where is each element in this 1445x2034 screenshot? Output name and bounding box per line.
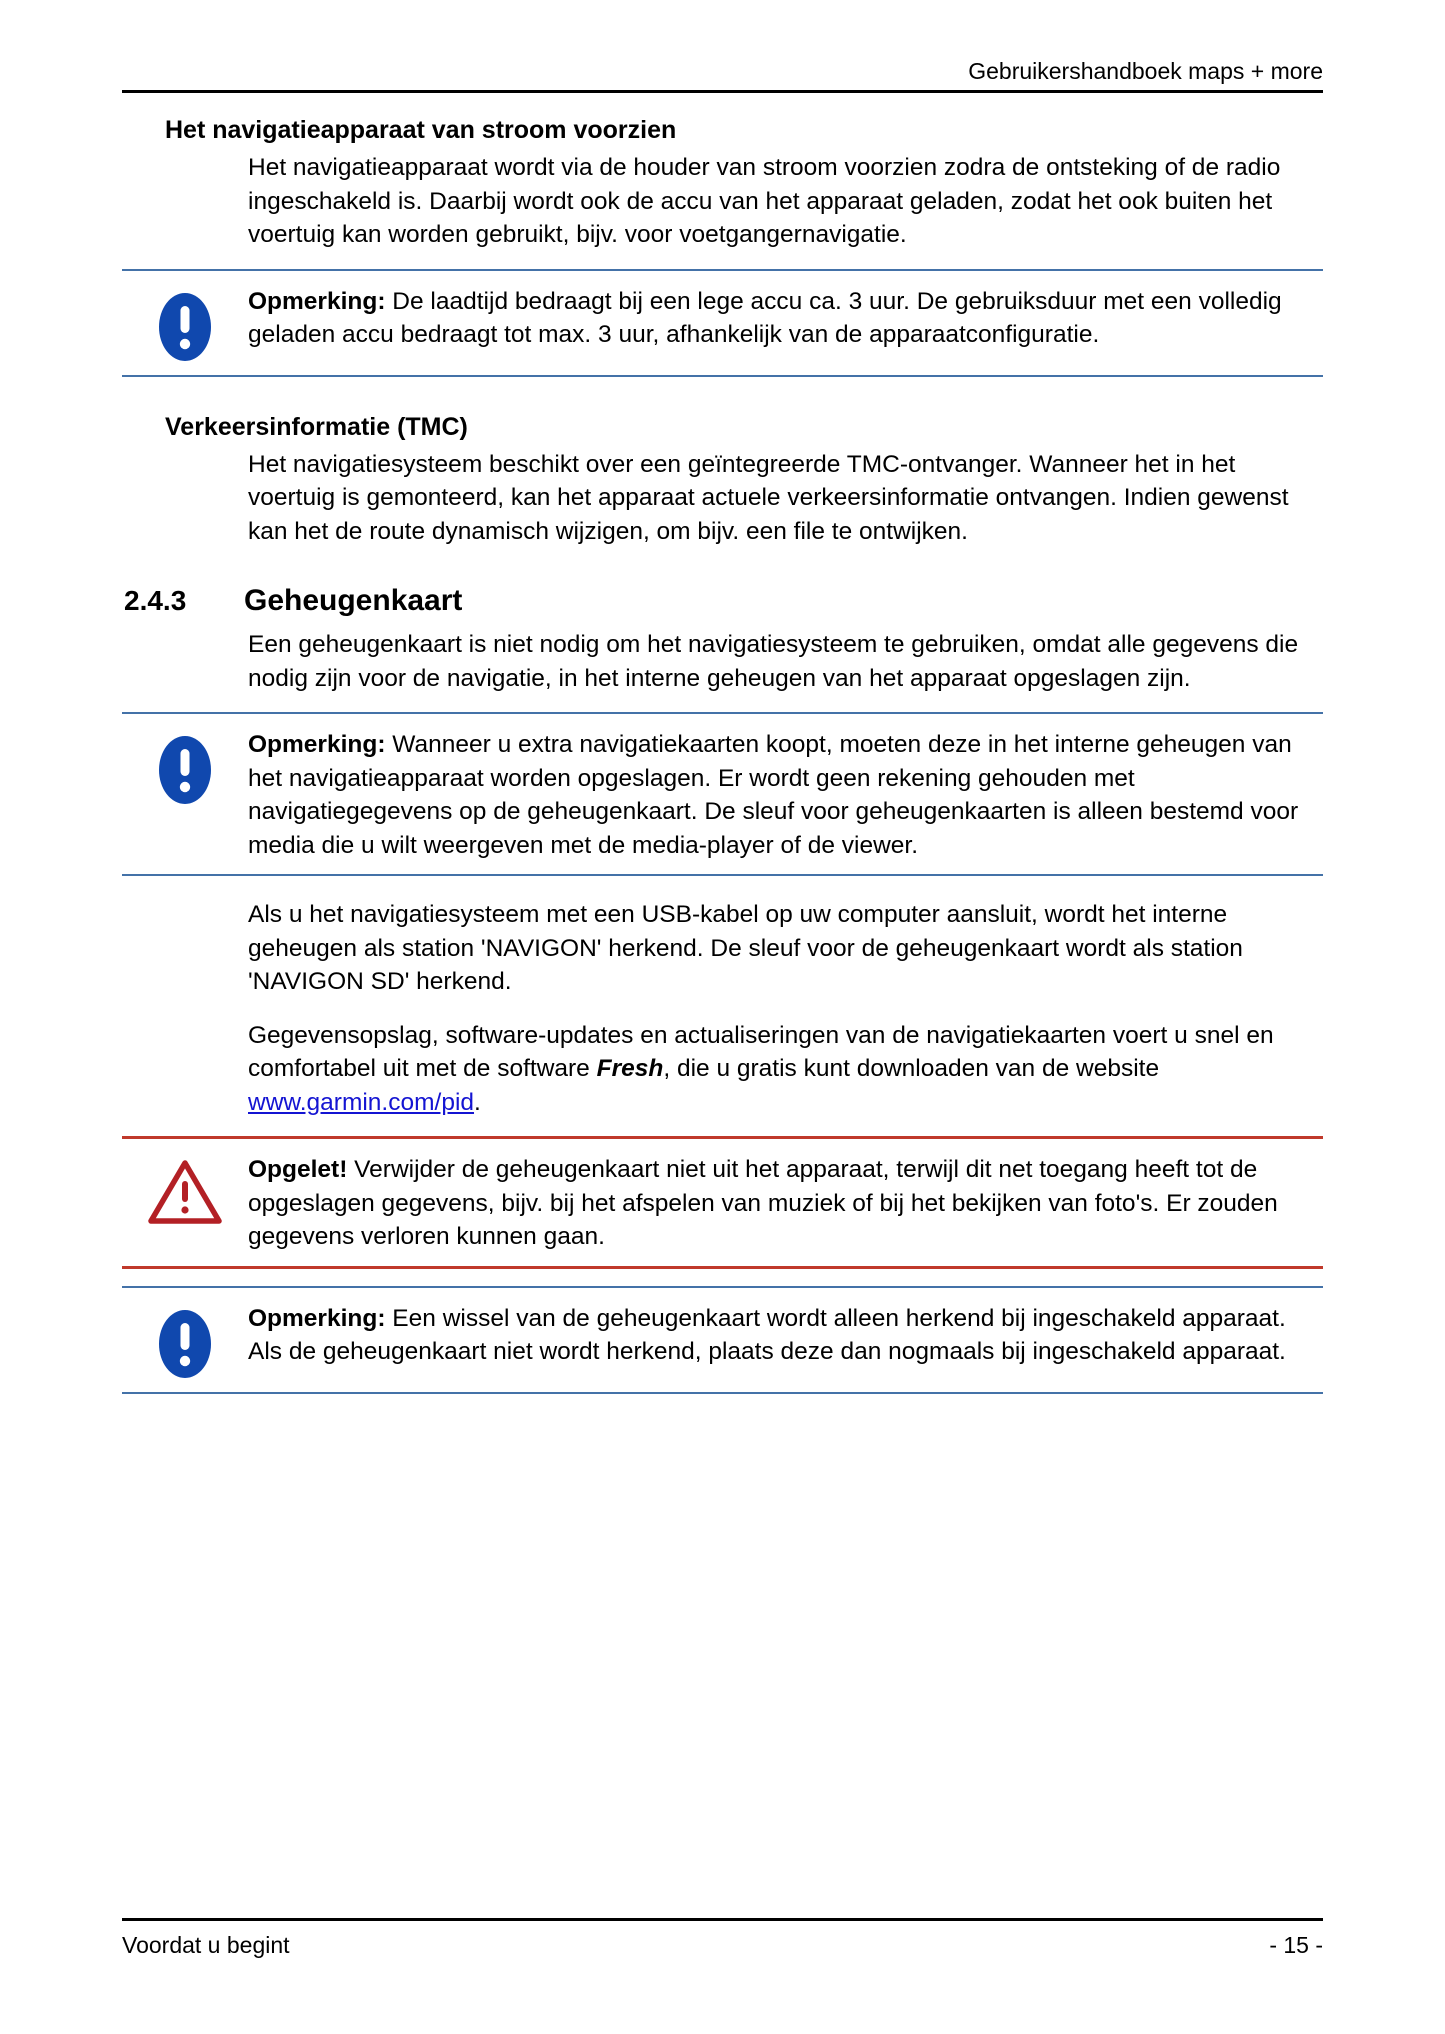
section-title: Geheugenkaart	[244, 584, 463, 617]
note-box-card-swap-text	[248, 1302, 1323, 1369]
note-text-memory-card: Wanneer u extra navigatiekaarten koopt, moeten deze in het interne geheugen van het navigatieapparaat worden opgeslagen. Er wordt geen rekening gehouden met navigatiegegevens op de geheugenkaart. De sleuf voor geheugenkaarten is alleen bestemd voor media die u wilt weergeven met de media-player of de viewer.	[248, 731, 1299, 859]
fresh-text-end: .	[474, 1088, 481, 1116]
paragraph-memory-card: Een geheugenkaart is niet nodig om het navigatiesysteem te gebruiken, omdat alle gegevens die nodig zijn voor de navigatie, in het interne geheugen van het apparaat opgeslagen zijn.	[248, 631, 1299, 692]
note-box-memory-card-text	[248, 728, 1323, 862]
warning-label-opgelet: Opgelet!	[248, 1156, 348, 1183]
note-box-memory-card	[122, 712, 1323, 876]
note-label-opmerking: Opmerking:	[248, 1304, 386, 1332]
warning-box-text	[248, 1153, 1323, 1254]
fresh-download-link[interactable]: www.garmin.com/pid	[248, 1088, 475, 1116]
section-number: 2.4.3	[124, 585, 187, 616]
heading-tmc: Verkeersinformatie (TMC)	[165, 412, 468, 441]
note-box-battery-text	[248, 285, 1323, 352]
footer-row	[122, 1921, 1323, 1960]
note-box-battery	[122, 269, 1323, 377]
fresh-software-name: Fresh	[596, 1055, 664, 1082]
fresh-text-middle: , die u gratis kunt downloaden van de website	[663, 1055, 1160, 1082]
warning-box-memory-card	[122, 1136, 1323, 1269]
page-footer	[122, 1918, 1323, 1960]
paragraph-power-supply: Het navigatieapparaat wordt via de houder van stroom voorzien zodra de ontsteking of de radio ingeschakeld is. Daarbij wordt ook de accu van het apparaat geladen, zodat het ook buiten het voertuig kan worden gebruikt, bijv. voor voetgangernavigatie.	[248, 154, 1281, 248]
note-text-battery: De laadtijd bedraagt bij een lege accu ca. 3 uur. De gebruiksduur met een volledig geladen accu bedraagt tot max. 3 uur, afhankelijk van de apparaatconfiguratie.	[248, 287, 1282, 348]
note-exclamation-icon	[122, 728, 248, 806]
heading-power-supply: Het navigatieapparaat van stroom voorzien	[165, 116, 677, 144]
header-divider	[122, 90, 1323, 93]
paragraph-tmc: Het navigatiesysteem beschikt over een geïntegreerde TMC-ontvanger. Wanneer het in het voertuig is gemonteerd, kan het apparaat actuele verkeersinformatie ontvangen. Indien gewenst kan het de route dynamisch wijzigen, om bijv. een file te ontwijken.	[248, 450, 1289, 545]
fresh-text-before: Gegevensopslag, software-updates en actualiseringen van de navigatiekaarten voert u snel en comfortabel uit met de software	[248, 1021, 1274, 1082]
note-label-opmerking: Opmerking:	[248, 731, 386, 758]
page-content	[122, 114, 1323, 1394]
warning-text-memory-card: Verwijder de geheugenkaart niet uit het apparaat, terwijl dit net toegang heeft tot de opgeslagen gegevens, bijv. bij het afspelen van muziek of bij het bekijken van foto's. Er zouden gegevens verloren kunnen gaan.	[248, 1156, 1278, 1250]
note-box-card-swap	[122, 1286, 1323, 1394]
header-title: Gebruikershandboek maps + more	[968, 58, 1323, 84]
footer-page-number: - 15 -	[1269, 1932, 1323, 1958]
note-text-card-swap: Een wissel van de geheugenkaart wordt alleen herkend bij ingeschakeld apparaat. Als de geheugenkaart niet wordt herkend, plaats deze dan nogmaals bij ingeschakeld apparaat.	[248, 1304, 1286, 1365]
note-exclamation-icon	[122, 285, 248, 363]
paragraph-fresh	[122, 1019, 1323, 1120]
warning-triangle-icon	[122, 1153, 248, 1225]
paragraph-usb: Als u het navigatiesysteem met een USB-kabel op uw computer aansluit, wordt het interne geheugen als station 'NAVIGON' herkend. De sleuf voor de geheugenkaart wordt als station 'NAVIGON SD' herkend.	[248, 901, 1243, 995]
section-heading-memory-card	[122, 584, 1323, 618]
note-label-opmerking: Opmerking:	[248, 287, 386, 315]
footer-chapter-label: Voordat u begint	[122, 1932, 290, 1958]
note-exclamation-icon	[122, 1302, 248, 1380]
page-header	[122, 56, 1323, 93]
